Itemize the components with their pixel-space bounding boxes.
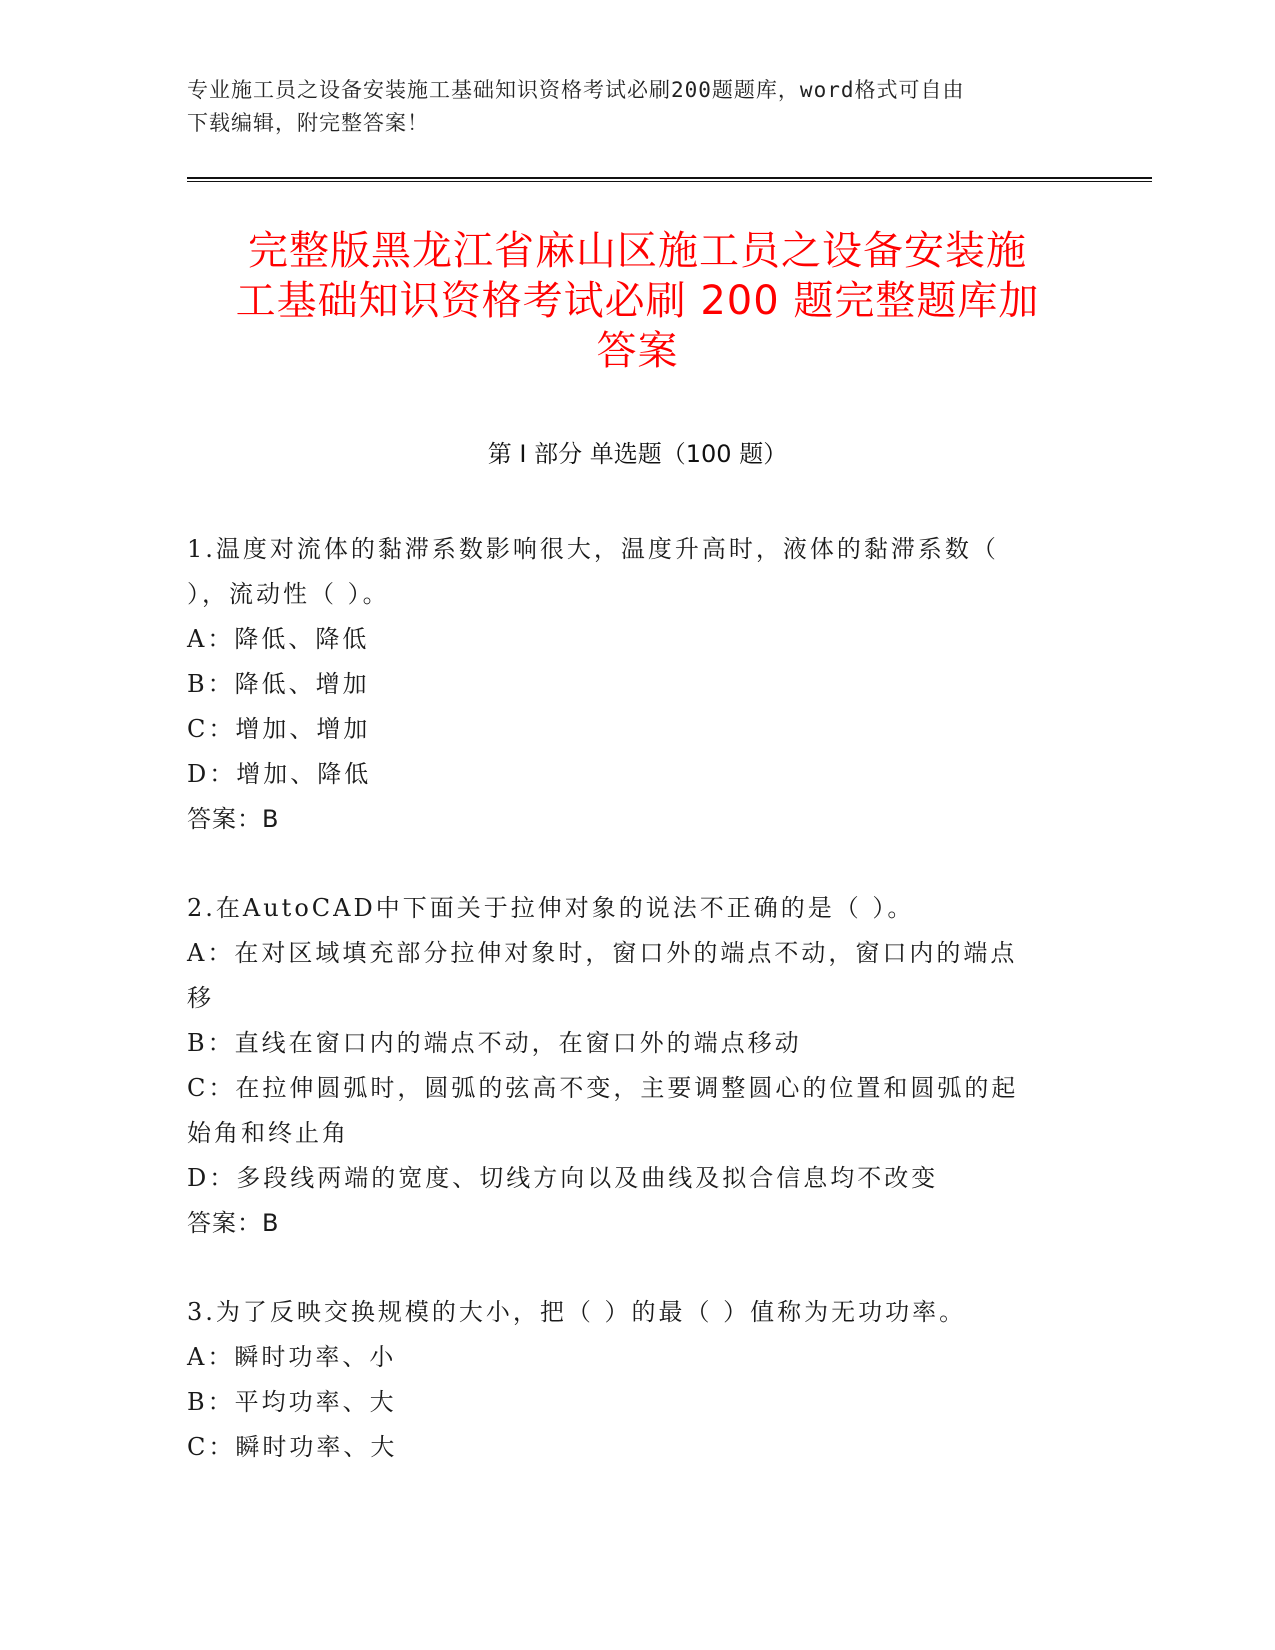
option-c: C：瞬时功率、大 xyxy=(187,1433,398,1461)
question-list xyxy=(187,527,1077,1514)
header-divider-thick xyxy=(187,177,1152,179)
option-c: C：在拉伸圆弧时，圆弧的弦高不变，主要调整圆心的位置和圆弧的起 xyxy=(187,1074,1019,1102)
question-1 xyxy=(187,527,1077,842)
option-a: A：在对区域填充部分拉伸对象时，窗口外的端点不动，窗口内的端点 xyxy=(187,939,1018,967)
title-line-2: 工基础知识资格考试必刷 200 题完整题库加 xyxy=(235,278,1040,324)
question-stem: 1.温度对流体的黏滞系数影响很大，温度升高时，液体的黏滞系数（ xyxy=(187,535,999,563)
page-title xyxy=(150,226,1125,376)
option-b: B：降低、增加 xyxy=(187,670,370,698)
question-2 xyxy=(187,886,1077,1246)
question-stem: 3.为了反映交换规模的大小，把（ ）的最（ ）值称为无功功率。 xyxy=(187,1298,967,1326)
header-line-2: 下载编辑，附完整答案！ xyxy=(187,111,429,135)
option-a: A：降低、降低 xyxy=(187,625,370,653)
question-stem: 2.在AutoCAD中下面关于拉伸对象的说法不正确的是（ ）。 xyxy=(187,894,915,922)
title-line-1: 完整版黑龙江省麻山区施工员之设备安装施 xyxy=(248,228,1027,274)
option-b: B：平均功率、大 xyxy=(187,1388,397,1416)
question-stem-continued: ），流动性（ ）。 xyxy=(187,580,390,608)
option-a: A：瞬时功率、小 xyxy=(187,1343,397,1371)
answer: 答案：B xyxy=(187,1209,280,1237)
document-header xyxy=(187,74,1087,140)
header-line-1: 专业施工员之设备安装施工基础知识资格考试必刷200题题库，word格式可自由 xyxy=(187,78,965,102)
question-3 xyxy=(187,1290,1077,1470)
answer: 答案：B xyxy=(187,805,280,833)
option-b: B：直线在窗口内的端点不动，在窗口外的端点移动 xyxy=(187,1029,802,1057)
option-a-continued: 移 xyxy=(187,984,214,1012)
section-heading: 第 I 部分 单选题（100 题） xyxy=(487,440,788,468)
option-c: C：增加、增加 xyxy=(187,715,371,743)
header-divider-thin xyxy=(187,181,1152,182)
option-d: D：多段线两端的宽度、切线方向以及曲线及拟合信息均不改变 xyxy=(187,1164,939,1192)
option-d: D：增加、降低 xyxy=(187,760,372,788)
title-line-3: 答案 xyxy=(596,328,679,374)
option-c-continued: 始角和终止角 xyxy=(187,1119,349,1147)
